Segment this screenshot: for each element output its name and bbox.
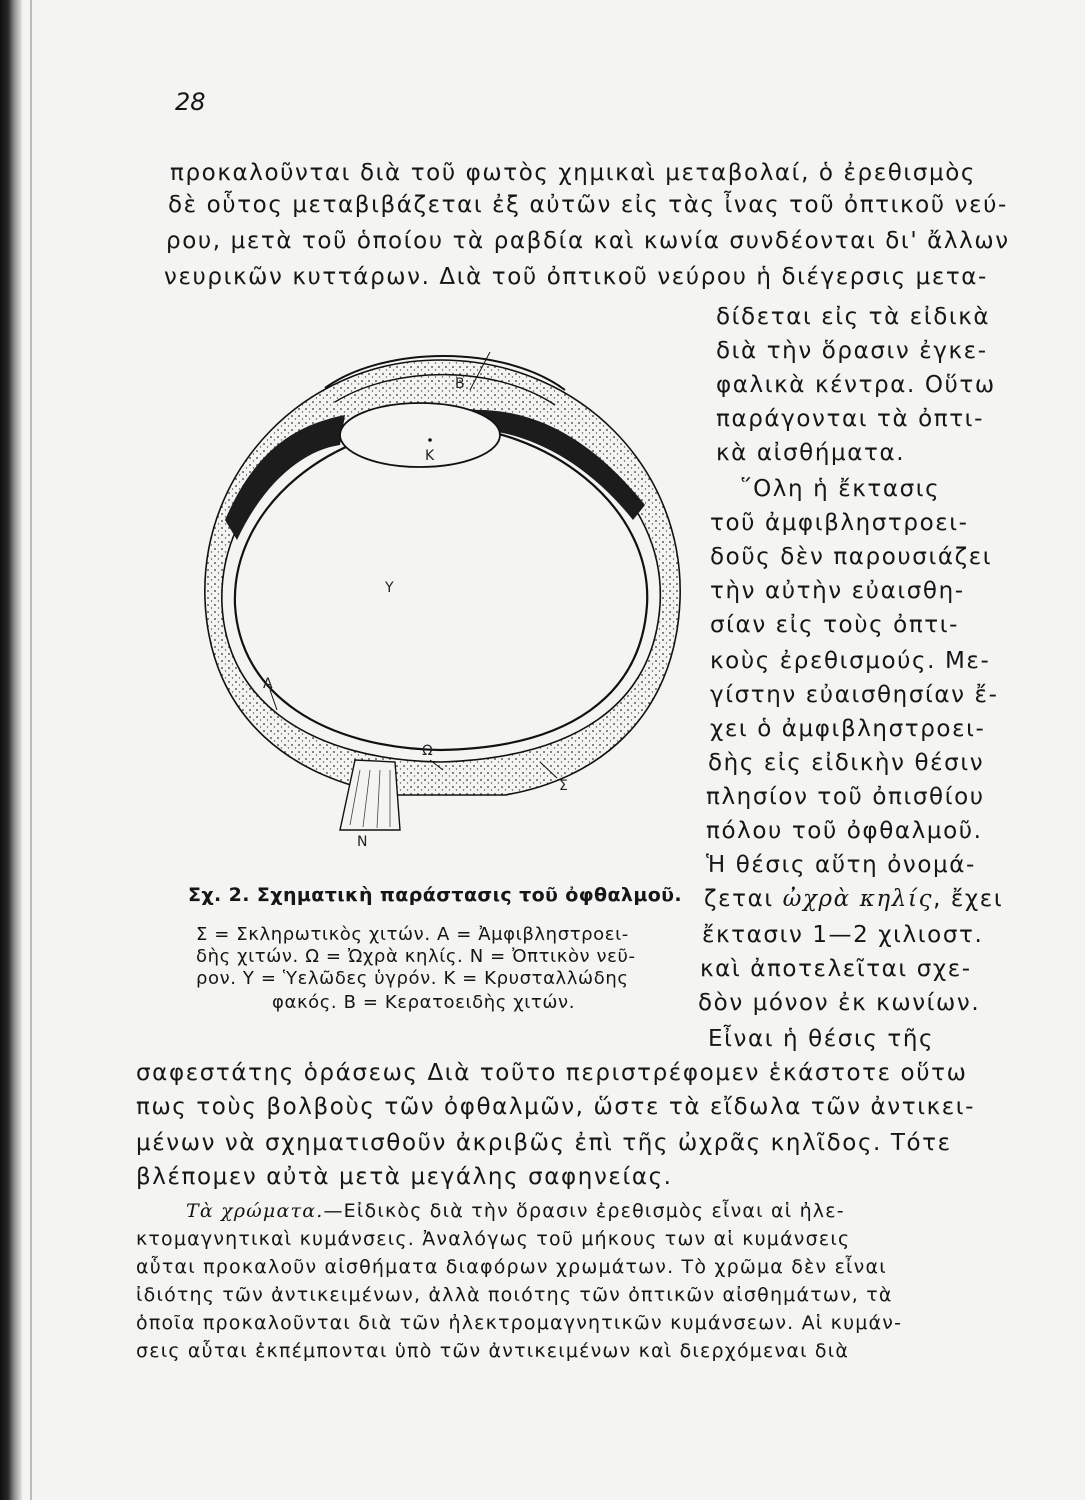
text-line: Ἡ θέσις αὕτη ὀνομά-	[706, 852, 976, 878]
text-line: πόλου τοῦ ὀφθαλμοῦ.	[706, 818, 983, 844]
small-text-line: σεις αὗται ἐκπέμπονται ὑπὸ τῶν ἀντικειμένων καὶ διερχόμεναι διὰ	[136, 1340, 850, 1362]
text-line: διὰ τὴν ὅρασιν ἐγκε-	[716, 338, 988, 364]
text-line: Εἶναι ἡ θέσις τῆς	[708, 1026, 935, 1052]
text-line: κοὺς ἐρεθισμούς. Με-	[710, 648, 991, 674]
text-line: σίαν εἰς τοὺς ὀπτι-	[710, 612, 959, 638]
text-line: σαφεστάτης ὁράσεως Διὰ τοῦτο περιστρέφομεν ἑκάστοτε οὕτω	[136, 1060, 968, 1086]
text-line: παράγονται τὰ ὀπτι-	[716, 406, 984, 432]
label-vitreous: Υ	[385, 580, 394, 596]
figure-caption-line: φακός. Β = Κερατοειδὴς χιτών.	[272, 992, 576, 1013]
text-line: τοῦ ἀμφιβληστροει-	[710, 510, 969, 536]
label-cornea: Β	[455, 376, 465, 392]
text-line: γίστην εὐαισθησίαν ἔ-	[710, 682, 999, 708]
page-number: 28	[175, 88, 206, 116]
label-optic-nerve: Ν	[357, 834, 368, 850]
text-fragment: ζεται	[704, 886, 783, 912]
figure-caption-line: Σ = Σκληρωτικὸς χιτών. Α = Ἀμφιβληστροει-	[196, 924, 629, 945]
text-line: κὰ αἰσθήματα.	[716, 440, 906, 466]
text-line: μένων νὰ σχηματισθοῦν ἀκριβῶς ἐπὶ τῆς ὠχρᾶς κηλῖδος. Τότε	[136, 1130, 952, 1156]
term-macula: ὠχρὰ κηλίς	[782, 886, 934, 912]
text-fragment: , ἔχει	[933, 886, 1004, 912]
text-line: χει ὁ ἀμφιβληστροει-	[710, 716, 986, 742]
text-line: πως τοὺς βολβοὺς τῶν ὀφθαλμῶν, ὥστε τὰ εἴδωλα τῶν ἀντικει-	[136, 1094, 976, 1120]
text-line: τὴν αὐτὴν εὐαισθη-	[710, 578, 965, 604]
text-line: νευρικῶν κυττάρων. Διὰ τοῦ ὀπτικοῦ νεύρου ἡ διέγερσις μετα-	[164, 264, 988, 290]
small-text-line: αὗται προκαλοῦν αἰσθήματα διαφόρων χρωμάτων. Τὸ χρῶμα δὲν εἶναι	[136, 1256, 887, 1278]
small-text-line: ὁποῖα προκαλοῦνται διὰ τῶν ἠλεκτρομαγνητικῶν κυμάνσεων. Αἱ κυμάν-	[136, 1312, 903, 1334]
eye-diagram-svg	[185, 330, 695, 870]
text-fragment: —Εἰδικὸς διὰ τὴν ὅρασιν ἐρεθισμὸς εἶναι αἱ ἠλε-	[323, 1200, 845, 1222]
eye-diagram	[185, 330, 695, 870]
page-gutter-line	[30, 0, 32, 1500]
text-line: ἔκτασιν 1—2 χιλιοστ.	[702, 922, 984, 948]
retina-layer	[235, 426, 647, 750]
label-macula: Ω	[422, 743, 433, 759]
text-line: καὶ ἀποτελεῖται σχε-	[700, 956, 972, 982]
text-line: δὴς εἰς εἰδικὴν θέσιν	[708, 750, 985, 776]
label-lens: Κ	[425, 448, 435, 464]
lens-center-dot	[428, 438, 432, 442]
section-heading-colors: Τὰ χρώματα.	[186, 1200, 324, 1222]
text-line: δίδεται εἰς τὰ εἰδικὰ	[716, 304, 991, 330]
text-line: ῞Ολη ἡ ἔκτασις	[740, 476, 941, 502]
text-line-macula	[704, 884, 1003, 914]
crystalline-lens	[340, 403, 500, 467]
small-text-line: ἰδιότης τῶν ἀντικειμένων, ἀλλὰ ποιότης τῶν ὀπτικῶν αἰσθημάτων, τὰ	[136, 1284, 893, 1306]
text-line: φαλικὰ κέντρα. Οὕτω	[716, 372, 996, 398]
text-line: πλησίον τοῦ ὀπισθίου	[706, 784, 985, 810]
figure-caption-line: ρον. Υ = Ὑελῶδες ὑγρόν. Κ = Κρυσταλλώδης	[196, 968, 629, 989]
small-text-line: κτομαγνητικαὶ κυμάνσεις. Ἀναλόγως τοῦ μήκους των αἱ κυμάνσεις	[136, 1228, 851, 1250]
text-line: βλέπομεν αὐτὰ μετὰ μεγάλης σαφηνείας.	[136, 1164, 673, 1190]
text-line: ρου, μετὰ τοῦ ὁποίου τὰ ραβδία καὶ κωνία συνδέονται δι' ἄλλων	[166, 228, 1010, 254]
text-line: δοῦς δὲν παρουσιάζει	[710, 544, 993, 570]
text-line: προκαλοῦνται διὰ τοῦ φωτὸς χημικαὶ μεταβολαί, ὁ ἐρεθισμὸς	[170, 160, 976, 186]
text-line: δὲ οὗτος μεταβιβάζεται ἐξ αὐτῶν εἰς τὰς ἶνας τοῦ ὀπτικοῦ νεύ-	[168, 192, 1008, 218]
label-sclera: Σ	[559, 778, 568, 794]
figure-caption-title: Σχ. 2. Σχηματικὴ παράστασις τοῦ ὀφθαλμοῦ.	[188, 884, 683, 906]
label-retina: Α	[263, 676, 273, 692]
figure-caption-line: δὴς χιτών. Ω = Ὠχρὰ κηλίς. Ν = Ὀπτικὸν νεῦ-	[196, 946, 636, 967]
small-text-line-1	[186, 1198, 845, 1224]
text-line: δὸν μόνον ἐκ κωνίων.	[698, 990, 981, 1016]
book-spine-shadow	[0, 0, 22, 1500]
